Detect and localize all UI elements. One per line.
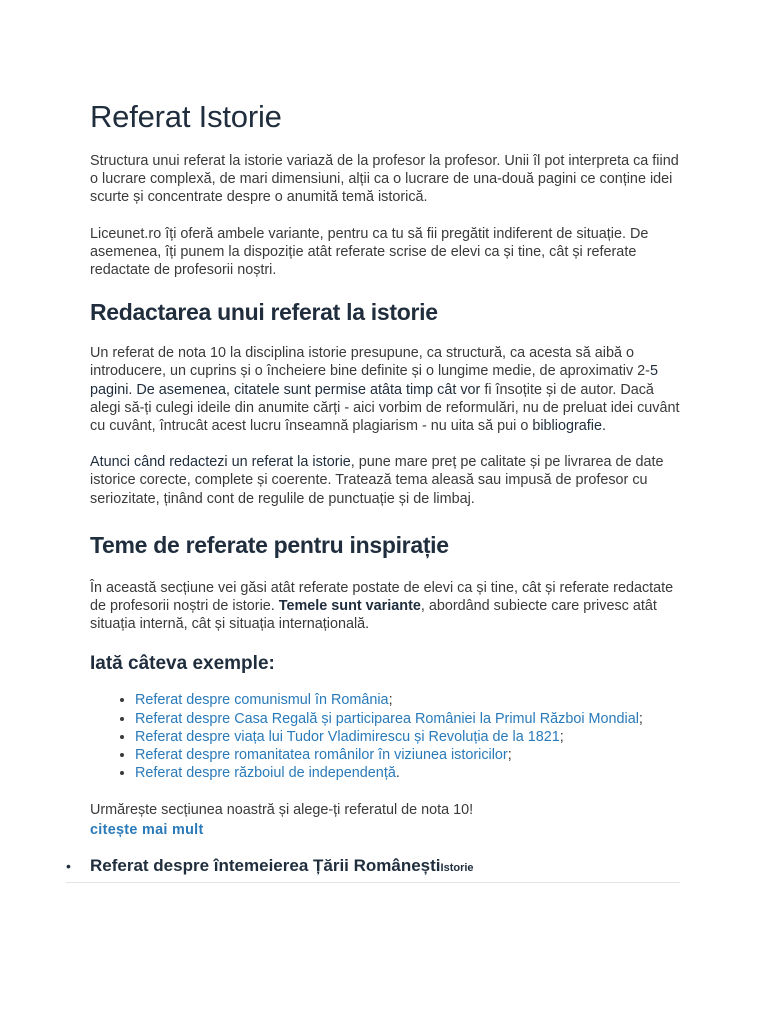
section-heading-teme: Teme de referate pentru inspirație (90, 531, 449, 558)
list-item (135, 728, 685, 746)
list-item (135, 746, 685, 764)
section-heading-redactare: Redactarea unui referat la istorie (90, 299, 438, 326)
section2-p1-text-b: Temele sunt variante (278, 598, 421, 615)
read-more-wrapper (90, 821, 685, 839)
related-article-item[interactable] (66, 856, 680, 883)
article (90, 92, 685, 839)
examples-list (90, 691, 685, 782)
section1-p1-text-d: bibliografie. (532, 418, 606, 435)
example-link-tudor-vladimirescu[interactable]: Referat despre viața lui Tudor Vladimirescu și Revoluția de la 1821 (135, 728, 560, 745)
related-article-title[interactable]: Referat despre întemeierea Țării Românești (90, 856, 441, 875)
example-punct: ; (388, 692, 393, 709)
closing-paragraph: Urmărește secțiunea noastră și alege-ți referatul de nota 10! (90, 802, 474, 819)
read-more-link[interactable]: citește mai mult (90, 821, 204, 838)
example-link-casa-regala[interactable]: Referat despre Casa Regală și participarea României la Primul Război Mondial (135, 710, 639, 727)
example-punct: ; (638, 710, 643, 727)
section1-paragraph-1 (90, 344, 685, 435)
section1-p2-text-a: Atunci când redactezi un referat la istorie (90, 454, 351, 471)
intro-paragraph-1: Structura unui referat la istorie variază de la profesor la profesor. Unii îl pot interpreta ca fiind o lucrare complexă, de mari dimensiuni, alții ca o lucrare de una-două pagini ce conține idei scurte și concentrate despre o anumită temă istorică. (90, 153, 679, 206)
example-link-romanitate[interactable]: Referat despre romanitatea românilor în viziunea istoricilor (135, 747, 508, 764)
page-title: Referat Istorie (90, 99, 282, 134)
list-item (135, 691, 685, 709)
section1-p1-text-b: 5 pagini. De asemenea, citatele sunt permise atâta timp cât vor (90, 363, 658, 398)
section1-p1-text-a: Un referat de nota 10 la disciplina istorie presupune, ca structură, ca acesta să aibă o introducere, un cuprins și o încheiere bine definite și o lungime medie, de aproximativ 2- (90, 345, 650, 380)
section1-p2-text-b: , pune mare preț pe calitate și pe livrarea de date istorice corecte, complete și coerente. Tratează tema aleasă sau impusă de profesor cu seriozitate, ținând cont de regulile de punctuație și de limbaj. (90, 454, 664, 507)
section2-paragraph-1 (90, 579, 685, 634)
examples-subheading: Iată câteva exemple: (90, 653, 275, 675)
section1-p1-text-c: fi însoțite și de autor. Dacă alegi să-ți culegi ideile din anumite cărți - aici vorbim de reformulări, nu de preluat idei cuvânt cu cuvânt, întrucât acest lucru înseamnă plagiarism - nu uita să pui o (90, 381, 680, 435)
section2-p1-text-c: , abordând subiecte care privesc atât situația internă, cât și situația internațională. (90, 598, 657, 633)
example-link-razboi-independenta[interactable]: Referat despre războiul de independență (135, 765, 396, 782)
list-item (135, 710, 685, 728)
list-item (135, 764, 685, 782)
related-article-category: Istorie (440, 862, 474, 874)
section1-paragraph-2 (90, 453, 685, 508)
example-punct: ; (559, 728, 564, 745)
example-link-comunism[interactable]: Referat despre comunismul în România (135, 692, 389, 709)
section2-p1-text-a: În această secțiune vei găsi atât referate postate de elevi ca și tine, cât și referate redactate de profesorii noștri de istorie. (90, 579, 674, 615)
example-punct: ; (507, 747, 512, 764)
intro-paragraph-2: Liceunet.ro îți oferă ambele variante, pentru ca tu să fii pregătit indiferent de situație. De asemenea, îți punem la dispoziție atât referate scrise de elevi ca și tine, cât și referate redactate de profesorii noștri. (90, 225, 649, 279)
example-punct: . (395, 765, 400, 782)
bullet-icon: • (66, 858, 71, 874)
